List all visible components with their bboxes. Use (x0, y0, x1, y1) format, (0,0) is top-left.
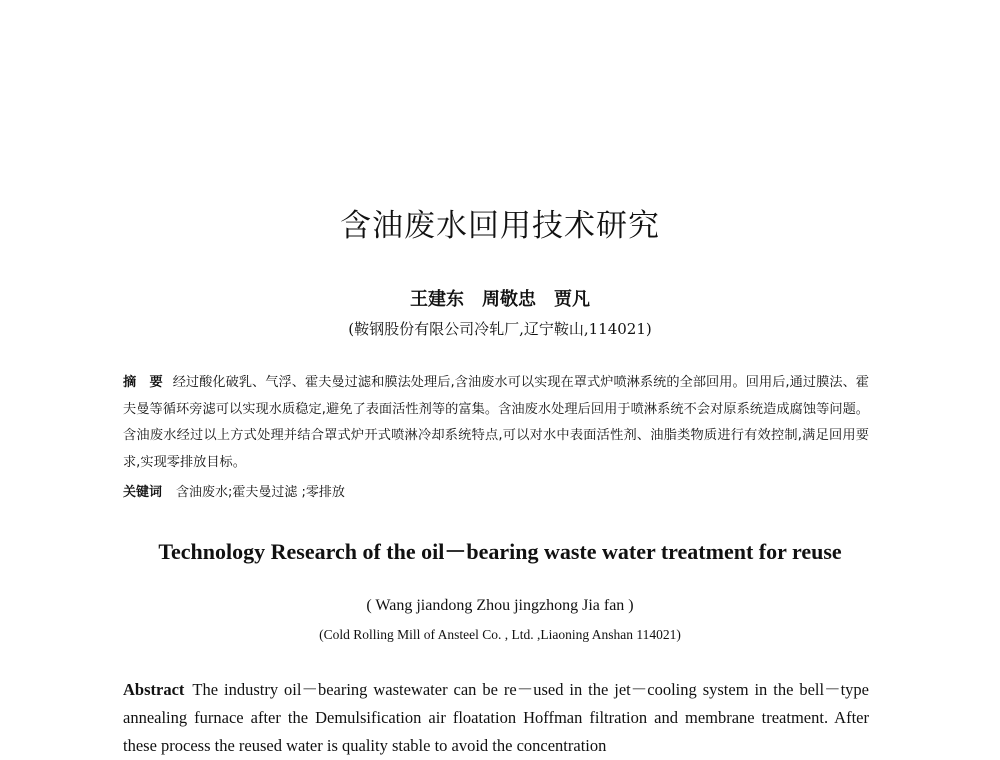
english-affiliation: (Cold Rolling Mill of Ansteel Co. , Ltd. ,Liaoning Anshan 114021) (319, 627, 681, 642)
chinese-title: 含油废水回用技术研究 (340, 208, 660, 244)
chinese-keywords-label: 关键词 (123, 485, 163, 500)
chinese-affiliation: (鞍钢股份有限公司冷轧厂,辽宁鞍山,114021) (348, 320, 652, 338)
english-abstract-label: Abstract (123, 680, 185, 699)
chinese-abstract-label: 摘 要 (123, 375, 163, 390)
chinese-keywords (123, 480, 869, 506)
english-authors: ( Wang jiandong Zhou jingzhong Jia fan ) (366, 597, 634, 614)
chinese-abstract-text: 经过酸化破乳、气浮、霍夫曼过滤和膜法处理后,含油废水可以实现在罩式炉喷淋系统的全部回用。回用后,通过膜法、霍夫曼等循环旁滤可以实现水质稳定,避免了表面活性剂等的富集。含油废水处理后回用于喷淋系统不会对原系统造成腐蚀等问题。含油废水经过以上方式处理并结合罩式炉开式喷淋冷却系统特点,可以对水中表面活性剂、油脂类物质进行有效控制,满足回用要求,实现零排放目标。 (123, 375, 869, 470)
english-abstract-text: The industry oil－bearing wastewater can be re－used in the jet－cooling system in the bell－type annealing furnace after the Demulsification air floatation Hoffman filtration and membrane treatment. After these process the reused water is quality stable to avoid the concentration (123, 680, 869, 755)
english-abstract (123, 676, 869, 760)
chinese-authors: 王建东 周敬忠 贾凡 (410, 289, 590, 310)
english-title: Technology Research of the oil－bearing waste water treatment for reuse (158, 539, 842, 564)
chinese-abstract (123, 370, 869, 476)
chinese-keywords-text: 含油废水;霍夫曼过滤 ;零排放 (176, 485, 345, 500)
